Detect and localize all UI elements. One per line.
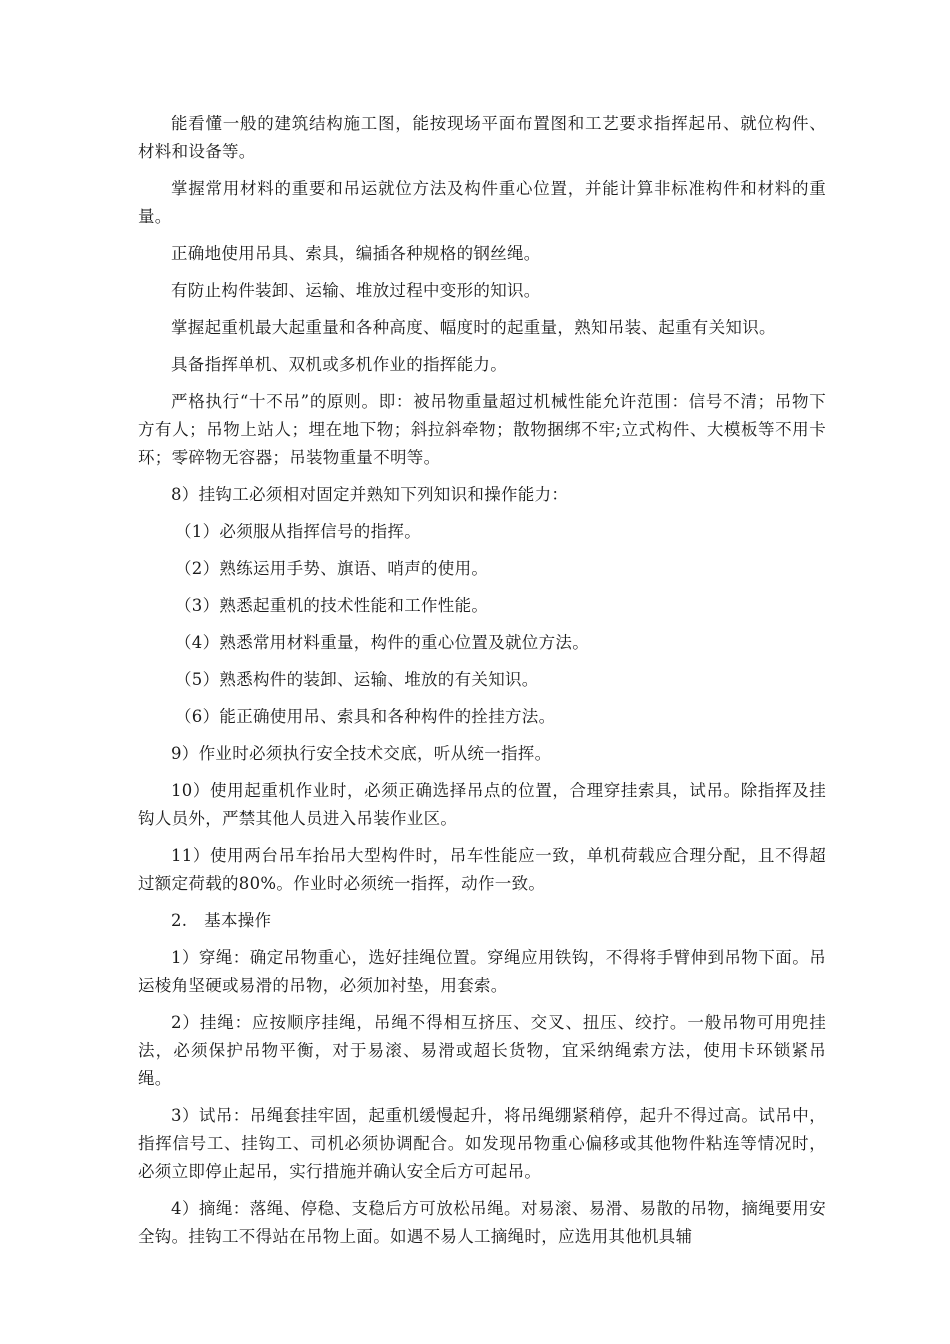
paragraph-2: 掌握常用材料的重要和吊运就位方法及构件重心位置，并能计算非标准构件和材料的重量。 bbox=[138, 179, 826, 226]
paragraph-1: 能看懂一般的建筑结构施工图，能按现场平面布置图和工艺要求指挥起吊、就位构件、材料和设备等。 bbox=[138, 114, 826, 161]
paragraph-11: 11）使用两台吊车抬吊大型构件时，吊车性能应一致，单机荷载应合理分配，且不得超过额定荷载的80%。作业时必须统一指挥，动作一致。 bbox=[138, 846, 826, 893]
list-item-1: （1）必须服从指挥信号的指挥。 bbox=[175, 522, 421, 541]
paragraph-7: 严格执行“十不吊”的原则。即：被吊物重量超过机械性能允许范围：信号不清；吊物下方有人；吊物上站人；埋在地下物；斜拉斜牵物；散物捆绑不牢;立式构件、大模板等不用卡环；零碎物无容器；吊装物重量不明等。 bbox=[138, 392, 826, 467]
document-body bbox=[138, 110, 826, 1260]
paragraph-3: 正确地使用吊具、索具，编插各种规格的钢丝绳。 bbox=[171, 244, 541, 263]
paragraph-op-3: 3）试吊：吊绳套挂牢固，起重机缓慢起升，将吊绳绷紧稍停，起升不得过高。试吊中，指挥信号工、挂钩工、司机必须协调配合。如发现吊物重心偏移或其他物件粘连等情况时，必须立即停止起吊，实行措施并确认安全后方可起吊。 bbox=[138, 1106, 826, 1181]
list-item-6: （6）能正确使用吊、索具和各种构件的拴挂方法。 bbox=[175, 707, 556, 726]
paragraph-10: 10）使用起重机作业时，必须正确选择吊点的位置，合理穿挂索具，试吊。除指挥及挂钩人员外，严禁其他人员进入吊装作业区。 bbox=[138, 781, 826, 828]
paragraph-8: 8）挂钩工必须相对固定并熟知下列知识和操作能力： bbox=[171, 485, 569, 504]
list-item-5: （5）熟悉构件的装卸、运输、堆放的有关知识。 bbox=[175, 670, 539, 689]
paragraph-4: 有防止构件装卸、运输、堆放过程中变形的知识。 bbox=[171, 281, 541, 300]
list-item-2: （2）熟练运用手势、旗语、哨声的使用。 bbox=[175, 559, 489, 578]
list-item-3: （3）熟悉起重机的技术性能和工作性能。 bbox=[175, 596, 489, 615]
paragraph-9: 9）作业时必须执行安全技术交底，听从统一指挥。 bbox=[171, 744, 552, 763]
list-item-4: （4）熟悉常用材料重量，构件的重心位置及就位方法。 bbox=[175, 633, 589, 652]
paragraph-op-1: 1）穿绳：确定吊物重心，选好挂绳位置。穿绳应用铁钩，不得将手臂伸到吊物下面。吊运棱角坚硬或易滑的吊物，必须加衬垫，用套索。 bbox=[138, 948, 826, 995]
paragraph-6: 具备指挥单机、双机或多机作业的指挥能力。 bbox=[171, 355, 507, 374]
paragraph-op-2: 2）挂绳：应按顺序挂绳，吊绳不得相互挤压、交叉、扭压、绞拧。一般吊物可用兜挂法，必须保护吊物平衡，对于易滚、易滑或超长货物，宜采纳绳索方法，使用卡环锁紧吊绳。 bbox=[138, 1013, 826, 1088]
paragraph-5: 掌握起重机最大起重量和各种高度、幅度时的起重量，熟知吊装、起重有关知识。 bbox=[171, 318, 776, 337]
paragraph-op-4: 4）摘绳：落绳、停稳、支稳后方可放松吊绳。对易滚、易滑、易散的吊物，摘绳要用安全钩。挂钩工不得站在吊物上面。如遇不易人工摘绳时，应选用其他机具辅 bbox=[138, 1199, 826, 1246]
section-heading: 2. 基本操作 bbox=[171, 911, 272, 930]
